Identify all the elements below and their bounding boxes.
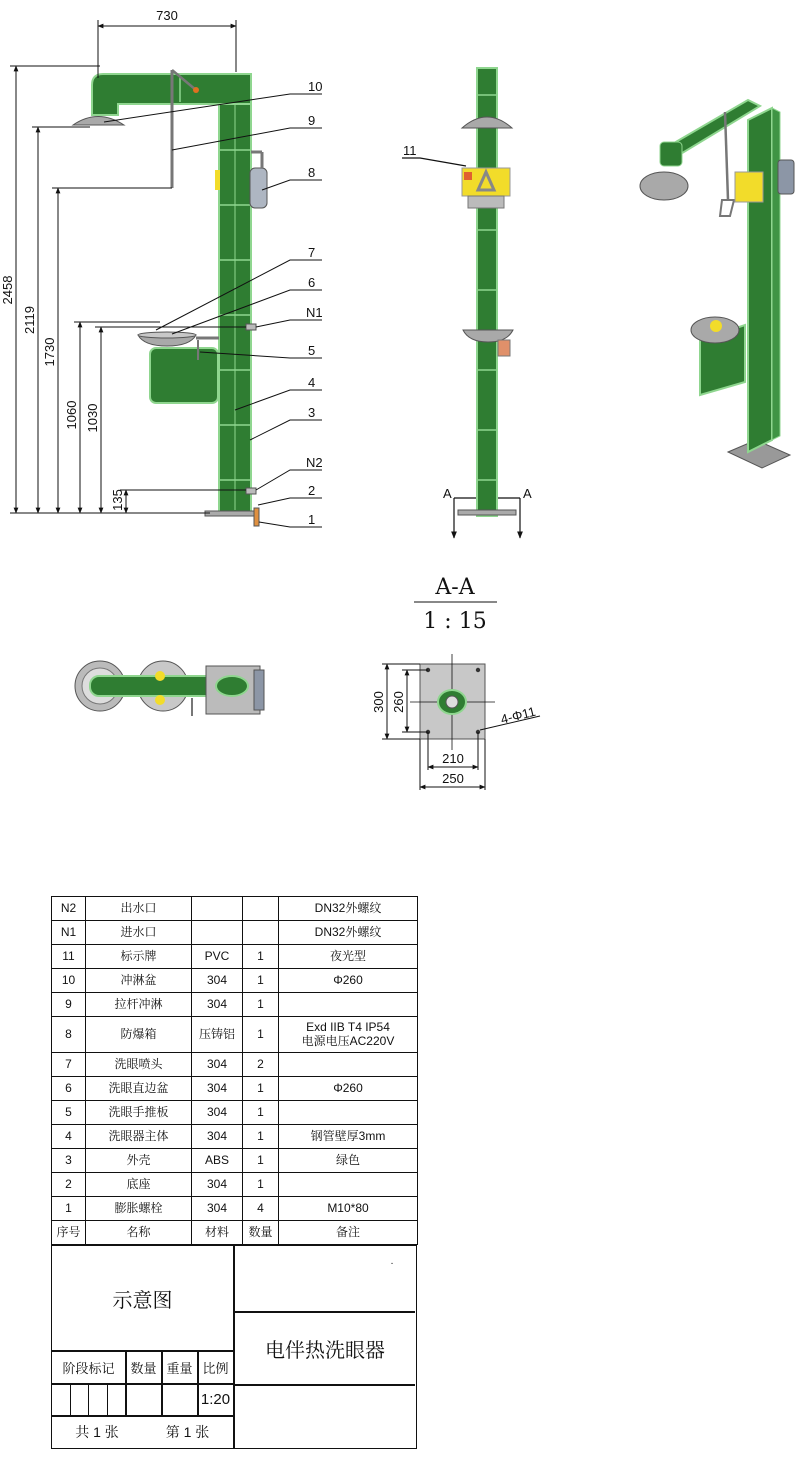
sheet-total: 共 1 张 [75,1424,119,1440]
iso-shower-head [640,172,688,200]
base-dim-300: 300 [371,691,386,713]
table-cell: 1 [243,1017,279,1053]
callout-N2: N2 [306,455,323,470]
sheet-number: 第 1 张 [165,1424,210,1440]
front-view [0,8,323,527]
table-cell: 304 [192,993,243,1017]
table-cell: 5 [52,1101,86,1125]
corner-mark: . [390,1255,394,1267]
table-row [52,1101,418,1125]
dim-handle-height: 1730 [42,337,57,367]
table-row [52,1053,418,1077]
table-cell: N2 [52,897,86,921]
weight-label: 重量 [166,1360,193,1376]
table-cell: Φ260 [279,1077,418,1101]
table-cell: 3 [52,1149,86,1173]
leader-lines [104,94,322,527]
callout-8: 8 [308,165,316,180]
table-cell: 6 [52,1077,86,1101]
table-cell: 304 [192,1053,243,1077]
isometric-view [640,100,794,468]
table-cell: 304 [192,969,243,993]
table-cell: 洗眼喷头 [86,1053,192,1077]
table-cell: 4 [52,1125,86,1149]
table-cell: 10 [52,969,86,993]
table-row [52,945,418,969]
table-cell [243,921,279,945]
table-cell: ABS [192,1149,243,1173]
table-cell: 1 [243,1149,279,1173]
table-cell: 标示牌 [86,945,192,969]
dim-eyewash-height: 1060 [64,400,79,430]
table-cell: 7 [52,1053,86,1077]
iso-column [748,108,772,452]
table-cell: 1 [243,1173,279,1197]
top-view [75,661,264,716]
table-cell: 304 [192,1197,243,1221]
dim-outlet-height: 135 [110,489,125,511]
side-column [477,68,497,516]
table-cell: 压铸铝 [192,1017,243,1053]
table-row [52,1149,418,1173]
drawing-type: 示意图 [112,1289,173,1312]
table-row [52,1017,418,1053]
callout-3: 3 [308,405,316,420]
table-cell: 1 [243,969,279,993]
table-cell: 1 [243,945,279,969]
product-name: 电伴热洗眼器 [265,1339,385,1362]
title-block [51,1245,417,1449]
table-cell: 拉杆冲淋 [86,993,192,1017]
base-dim-210: 210 [442,751,464,766]
table-cell: DN32外螺纹 [279,921,418,945]
table-cell: M10*80 [279,1197,418,1221]
table-cell: 洗眼手推板 [86,1101,192,1125]
table-cell [279,1173,418,1197]
table-cell: 备注 [279,1221,418,1245]
table-cell: 1 [243,1077,279,1101]
callout-6: 6 [308,275,316,290]
table-cell: 洗眼直边盆 [86,1077,192,1101]
table-cell: 数量 [243,1221,279,1245]
table-cell: 防爆箱 [86,1017,192,1053]
table-cell: 4 [243,1197,279,1221]
table-cell: 2 [243,1053,279,1077]
table-cell: 绿色 [279,1149,418,1173]
table-row [52,969,418,993]
remark-line: Exd IIB T4 IP54 [306,1020,390,1035]
callout-9: 9 [308,113,316,128]
dim-reach-value: 730 [156,8,178,23]
explosion-proof-box [250,168,267,208]
table-cell [279,1053,418,1077]
table-row [52,1077,418,1101]
scale-label: 比例 [202,1360,229,1376]
table-cell: 膨胀螺栓 [86,1197,192,1221]
table-cell: 材料 [192,1221,243,1245]
base-holes: 4-Φ11 [499,703,538,727]
table-cell: 304 [192,1173,243,1197]
callout-1: 1 [308,512,316,527]
table-cell: 304 [192,1101,243,1125]
table-row [52,1173,418,1197]
dim-reach [98,20,236,78]
table-cell: 底座 [86,1173,192,1197]
table-cell: N1 [52,921,86,945]
callout-N1: N1 [306,305,323,320]
table-row [52,897,418,921]
dim-total-height: 2458 [0,275,15,305]
base-plate [205,511,257,516]
table-header-row [52,1221,418,1245]
table-cell: 钢管壁厚3mm [279,1125,418,1149]
callout-11: 11 [403,143,417,158]
table-cell: 1 [243,993,279,1017]
table-row [52,1125,418,1149]
table-cell: 304 [192,1077,243,1101]
side-shower-head [462,117,512,128]
table-row [52,993,418,1017]
table-cell: 名称 [86,1221,192,1245]
table-cell: 1 [52,1197,86,1221]
table-cell: 11 [52,945,86,969]
base-dim-250: 250 [442,771,464,786]
callout-5: 5 [308,343,316,358]
section-title: A-A [435,575,475,600]
callout-2: 2 [308,483,316,498]
callout-10: 10 [308,79,323,94]
table-cell: 外壳 [86,1149,192,1173]
shower-head [73,117,124,126]
table-cell: 8 [52,1017,86,1053]
table-cell: 出水口 [86,897,192,921]
iso-sign [735,172,763,202]
table-row [52,1197,418,1221]
dim-shower-height: 2119 [22,306,37,334]
scale-value: 1:20 [200,1391,231,1408]
table-cell: Φ260 [279,969,418,993]
table-cell [279,993,418,1017]
table-cell: 2 [52,1173,86,1197]
table-cell [192,897,243,921]
table-cell: 洗眼器主体 [86,1125,192,1149]
table-cell: 1 [243,1125,279,1149]
remark-line: 电源电压AC220V [301,1033,395,1048]
parts-table [51,896,418,1245]
callout-7: 7 [308,245,316,260]
section-mark-left: A [443,486,452,501]
table-cell [192,921,243,945]
table-cell: 9 [52,993,86,1017]
table-cell: 1 [243,1101,279,1125]
side-view [402,68,532,538]
table-cell: 夜光型 [279,945,418,969]
table-cell: PVC [192,945,243,969]
table-cell: DN32外螺纹 [279,897,418,921]
base-dim-260: 260 [391,691,406,713]
table-cell [279,1101,418,1125]
push-plate [150,348,218,403]
dim-inlet-height: 1030 [85,403,100,433]
table-cell: 进水口 [86,921,192,945]
callout-4: 4 [308,375,316,390]
section-scale: 1 : 15 [423,609,487,634]
section-mark-right: A [523,486,532,501]
table-cell: 冲淋盆 [86,969,192,993]
table-cell: 序号 [52,1221,86,1245]
qty-label: 数量 [130,1360,157,1376]
table-row [52,921,418,945]
stage-label: 阶段标记 [62,1360,115,1376]
vertical-dims [10,66,246,513]
table-cell: 304 [192,1125,243,1149]
table-cell [243,897,279,921]
table-cell [279,1017,418,1053]
section-a-a [371,575,540,790]
